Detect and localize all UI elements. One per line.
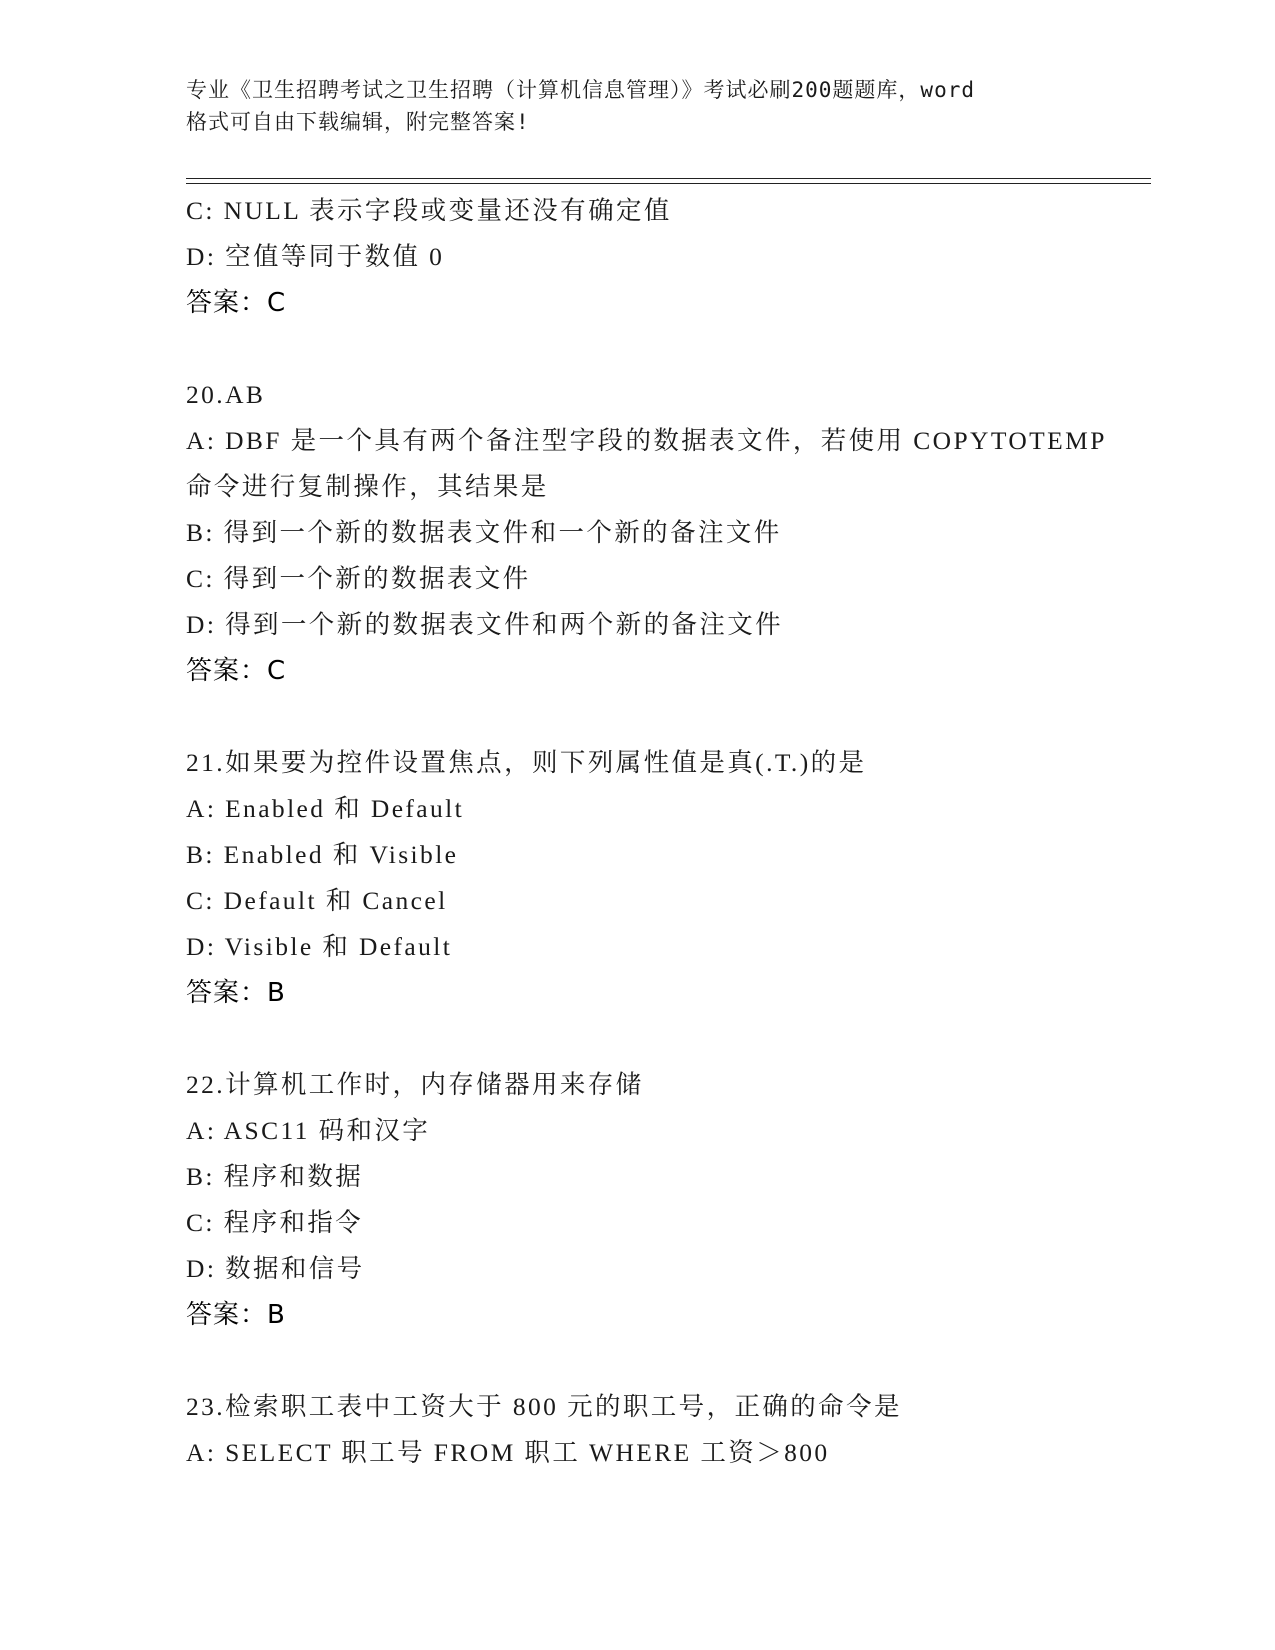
question-line: 23.检索职工表中工资大于 800 元的职工号，正确的命令是	[186, 1392, 902, 1421]
answer-line: 答案：C	[186, 288, 287, 318]
option-line: D: Visible 和 Default	[186, 932, 453, 961]
question-line: 21.如果要为控件设置焦点，则下列属性值是真(.T.)的是	[186, 748, 867, 777]
option-line: B: 得到一个新的数据表文件和一个新的备注文件	[186, 518, 782, 547]
block-spacer	[186, 694, 1146, 740]
option-line: D: 得到一个新的数据表文件和两个新的备注文件	[186, 610, 784, 639]
option-line: C: 程序和指令	[186, 1208, 364, 1237]
option-line: C: Default 和 Cancel	[186, 886, 448, 915]
answer-line: 答案：C	[186, 656, 287, 686]
question-block	[186, 740, 1146, 1016]
question-line: 20.AB	[186, 380, 266, 409]
option-line: B: Enabled 和 Visible	[186, 840, 459, 869]
option-line: A: ASC11 码和汉字	[186, 1116, 431, 1145]
question-block	[186, 1384, 1146, 1476]
header-divider-bottom	[186, 183, 1151, 184]
block-spacer	[186, 1338, 1146, 1384]
header-line-1: 专业《卫生招聘考试之卫生招聘（计算机信息管理）》考试必刷200题题库，word	[186, 78, 975, 102]
header-divider-top	[186, 178, 1151, 179]
option-line: A: SELECT 职工号 FROM 职工 WHERE 工资＞800	[186, 1438, 830, 1467]
option-line: D: 数据和信号	[186, 1254, 365, 1283]
question-block	[186, 372, 1146, 694]
answer-line: 答案：B	[186, 978, 286, 1008]
option-line: A: DBF 是一个具有两个备注型字段的数据表文件，若使用 COPYTOTEMP	[186, 426, 1107, 455]
block-spacer	[186, 1016, 1146, 1062]
answer-line: 答案：B	[186, 1300, 286, 1330]
question-list	[186, 188, 1146, 1476]
block-spacer	[186, 326, 1146, 372]
question-block	[186, 188, 1146, 326]
option-line: B: 程序和数据	[186, 1162, 364, 1191]
option-line: D: 空值等同于数值 0	[186, 242, 445, 271]
option-line: C: NULL 表示字段或变量还没有确定值	[186, 196, 672, 225]
option-line: 命令进行复制操作，其结果是	[186, 472, 549, 501]
document-header	[186, 74, 1086, 138]
question-block	[186, 1062, 1146, 1338]
option-line: C: 得到一个新的数据表文件	[186, 564, 531, 593]
header-line-2: 格式可自由下载编辑，附完整答案!	[186, 110, 530, 134]
question-line: 22.计算机工作时，内存储器用来存储	[186, 1070, 644, 1099]
option-line: A: Enabled 和 Default	[186, 794, 465, 823]
